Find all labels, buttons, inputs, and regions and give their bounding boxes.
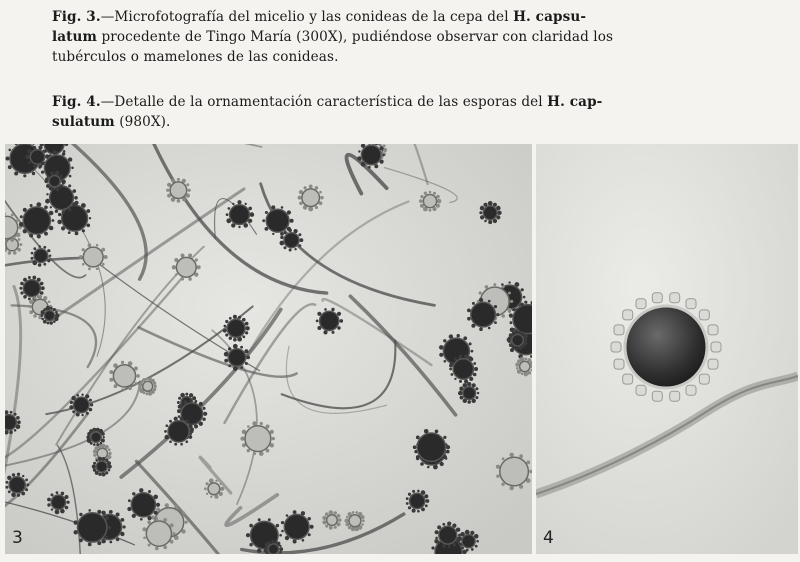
plate-number-4: 4 — [543, 528, 554, 548]
figure-4-label: Fig. 4. — [52, 94, 101, 110]
figure-4-text-a: —Detalle de la ornamentación característica de las esporas del — [100, 94, 543, 110]
figure-4-caption-line-1 — [52, 92, 752, 112]
figure-4-genus-b: sulatum — [52, 114, 115, 130]
figure-3-text-a: —Microfotografía del micelio y las conideas de la cepa del — [100, 9, 509, 25]
figure-4-text-b: (980X). — [119, 114, 171, 130]
figure-3-text-b: procedente de Tingo María (300X), pudiéndose observar con claridad los — [101, 29, 614, 45]
figure-3-genus-b: latum — [52, 29, 98, 45]
figure-3-caption-line-2 — [52, 27, 752, 47]
figure-4-caption — [52, 92, 752, 132]
figure-3-caption — [52, 7, 752, 67]
figure-3-caption-line-1 — [52, 7, 752, 27]
figure-4-genus-a: H. cap- — [547, 94, 603, 110]
micrograph-4-image — [536, 144, 798, 554]
micrograph-3-image — [5, 144, 532, 554]
plate-number-3: 3 — [12, 528, 23, 548]
micrograph-4-spore-detail — [536, 144, 798, 554]
micrograph-3-mycelium — [5, 144, 532, 554]
figure-3-genus-a: H. capsu- — [513, 9, 587, 25]
figure-3-text-c: tubérculos o mamelones de las conideas. — [52, 49, 339, 65]
figure-3-label: Fig. 3. — [52, 9, 101, 25]
figure-4-caption-line-2 — [52, 112, 752, 132]
figure-3-caption-line-3 — [52, 47, 752, 67]
